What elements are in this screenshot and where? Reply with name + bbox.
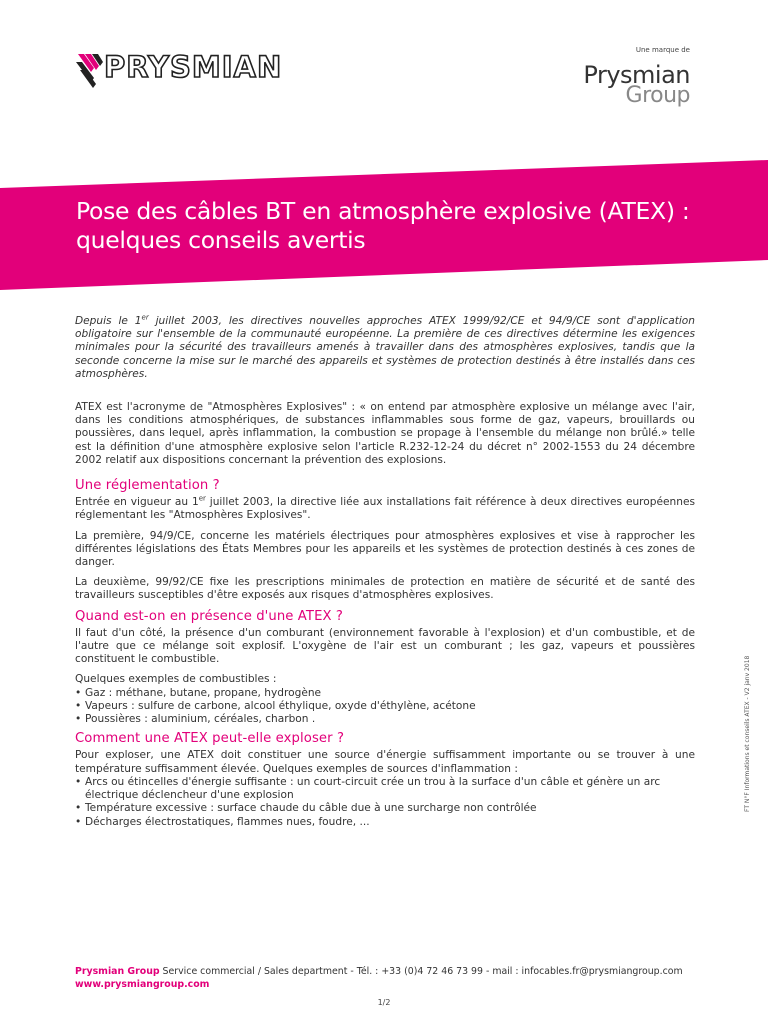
paragraph: La première, 94/9/CE, concerne les matériels électriques pour atmosphères explosives et vise à rapprocher les différentes législations des États Membres pour les appareils et les systèmes de protection destinés à ces zones de danger.: [75, 529, 695, 569]
list-intro: Quelques exemples de combustibles :: [75, 673, 277, 686]
prysmian-group-brand: [570, 46, 690, 106]
list-item: • Température excessive : surface chaude du câble due à une surcharge non contrôlée: [75, 802, 695, 815]
page-number: 1/2: [377, 998, 391, 1007]
atex-definition-paragraph: ATEX est l'acronyme de "Atmosphères Explosives" : « on entend par atmosphère explosive un mélange avec l'air, dans les conditions atmosphériques, de substances inflammables sous forme de gaz, vapeurs, brouillards ou poussières, dans lequel, après inflammation, la combustion se propage à l'ensemble du mélange non brûlé.» telle est la définition d'une atmosphère explosive selon l'article R.232-12-24 du décret n° 2002-1553 du 24 décembre 2002 relatif aux dispositions concernant la prévention des explosions.: [75, 401, 695, 466]
brand-group: Group: [625, 83, 690, 108]
prysmian-chevron-icon: [76, 48, 106, 90]
document-body: [75, 315, 695, 835]
footer-company: Prysmian Group: [75, 966, 160, 977]
footer-contact-line: [75, 965, 725, 978]
footer-website-link[interactable]: www.prysmiangroup.com: [75, 979, 210, 990]
paragraph: La deuxième, 99/92/CE fixe les prescriptions minimales de protection en matière de sécurité et de santé des travailleurs susceptibles d'être exposés aux risques d'atmosphères explosives.: [75, 576, 695, 602]
list-item: • Vapeurs : sulfure de carbone, alcool éthylique, oxyde d'éthylène, acétone: [75, 700, 695, 713]
ignition-sources-list: [75, 776, 695, 829]
section-heading-explosion: Comment une ATEX peut-elle exploser ?: [75, 731, 345, 747]
paragraph: Entrée en vigueur au 1er juillet 2003, la directive liée aux installations fait référence à deux directives européennes réglementant les "Atmosphères Explosives".: [75, 494, 696, 522]
list-item: • Décharges électrostatiques, flammes nues, foudre, ...: [75, 816, 695, 829]
logo-wordmark: PRYSMIAN: [104, 50, 283, 84]
page-title: Pose des câbles BT en atmosphère explosive (ATEX) : quelques conseils avertis: [76, 197, 690, 254]
brand-name: Prysmian: [583, 61, 690, 89]
prysmian-logo: [76, 48, 366, 90]
list-item: • Poussières : aluminium, céréales, charbon .: [75, 713, 695, 726]
footer: [75, 965, 725, 991]
brand-tagline: Une marque de: [635, 46, 690, 54]
document-reference-note: FT N°F Informations et conseils ATEX - V2 janv 2018: [744, 655, 751, 812]
section-heading-reglementation: Une réglementation ?: [75, 478, 220, 494]
section-heading-presence-atex: Quand est-on en présence d'une ATEX ?: [75, 608, 344, 624]
list-item: • Gaz : méthane, butane, propane, hydrogène: [75, 687, 695, 700]
paragraph: Il faut d'un côté, la présence d'un comburant (environnement favorable à l'explosion) et d'un combustible, et de l'autre que ce mélange soit explosif. L'oxygène de l'air est un comburant ; les gaz, vapeurs et poussières constituent le combustible.: [75, 626, 695, 666]
list-item: • Arcs ou étincelles d'énergie suffisante : un court-circuit crée un trou à la surface d'un câble et génère un arc électrique déclencheur d'une explosion: [75, 776, 695, 802]
footer-contact[interactable]: Service commercial / Sales department - Tél. : +33 (0)4 72 46 73 99 - mail : infocables.fr@prysmiangroup.com: [159, 966, 683, 977]
combustibles-list: [75, 687, 695, 727]
paragraph: Pour exploser, une ATEX doit constituer une source d'énergie suffisamment importante ou se trouver à une température suffisamment élevée. Quelques exemples de sources d'inflammation :: [75, 749, 695, 775]
intro-paragraph: Depuis le 1er juillet 2003, les directives nouvelles approches ATEX 1999/92/CE et 94/9/CE sont d'application obligatoire sur l'ensemble de la communauté européenne. La première de ces directives détermine les exigences minimales pour la sécurité des travailleurs amenés à travailler dans des atmosphères explosives, tandis que la seconde concerne la mise sur le marché des appareils et systèmes de protection destinés à être installés dans ces atmosphères.: [75, 313, 696, 380]
